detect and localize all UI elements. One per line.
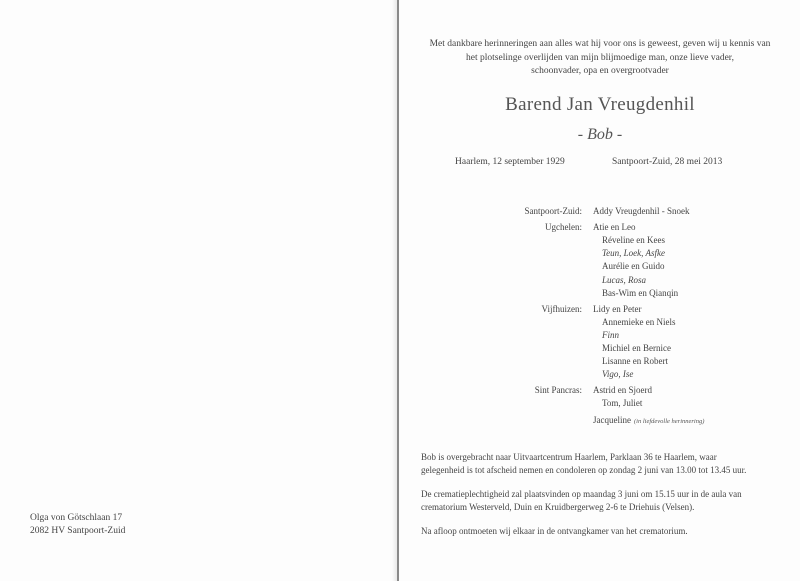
family-member-name: Michiel en Bernice [602, 343, 671, 353]
family-member [593, 304, 642, 314]
family-place: Sint Pancras: [534, 385, 582, 396]
info-line: Na afloop ontmoeten wij elkaar in de ontvangkamer van het crematorium. [421, 526, 688, 536]
family-member [602, 369, 633, 379]
family-member [593, 222, 635, 232]
family-member-name: Lucas, Rosa [602, 274, 647, 285]
family-member [593, 206, 690, 216]
family-member-name: Vigo, Ise [602, 369, 634, 380]
family-member [602, 398, 642, 408]
address-street: Olga von Götschlaan 17 [30, 513, 123, 523]
info-line: gelegenheid is tot afscheid nemen en condoleren op zondag 2 juni van 13.00 tot 13.45 uur. [421, 465, 747, 475]
intro-text [400, 38, 800, 79]
intro-line: schoonvader, opa en overgrootvader [531, 66, 669, 76]
family-member [602, 288, 678, 298]
intro-line: Met dankbare herinneringen aan alles wat hij voor ons is geweest, geven wij u kennis van [429, 39, 771, 49]
info-reception [421, 525, 766, 538]
family-member-name: Tom, Juliet [602, 398, 643, 409]
info-line: crematorium Westerveld, Duin en Kruidbergerweg 2-6 te Driehuis (Velsen). [421, 502, 695, 512]
family-member [602, 317, 675, 327]
family-member [602, 330, 619, 340]
family-member-name: Aurélie en Guido [602, 261, 665, 272]
page-fold [397, 0, 399, 581]
info-line: Bob is overgebracht naar Uitvaartcentrum Haarlem, Parklaan 36 te Haarlem, waar [421, 452, 717, 462]
family-member-name: Addy Vreugdenhil - Snoek [593, 206, 690, 216]
family-member [593, 415, 704, 425]
family-member-name: Réveline en Kees [602, 235, 665, 246]
deceased-name: Barend Jan Vreugdenhil [505, 94, 695, 115]
family-member [602, 261, 664, 271]
family-member-name: Astrid en Sjoerd [593, 385, 652, 396]
info-line: De crematieplechtigheid zal plaatsvinden op maandag 3 juni om 15.15 uur in de aula van [421, 489, 742, 499]
family-member [602, 235, 665, 245]
info-cremation [421, 488, 766, 514]
family-member-name: Lisanne en Robert [602, 356, 668, 367]
deceased-nickname: - Bob - [577, 126, 623, 143]
family-member [602, 343, 671, 353]
intro-line: het plotselinge overlijden van mijn blijmoedige man, onze lieve vader, [466, 52, 734, 63]
left-page [0, 0, 397, 581]
family-member-name: Finn [602, 329, 619, 340]
family-place: Santpoort-Zuid: [524, 206, 582, 216]
family-member-name: Annemieke en Niels [602, 316, 676, 327]
family-member [602, 275, 646, 285]
death-date: Santpoort-Zuid, 28 mei 2013 [612, 157, 723, 167]
family-member [602, 356, 668, 366]
return-address [30, 512, 125, 538]
family-member-name: Lidy en Peter [593, 303, 642, 314]
dedication-note: (in liefdevolle herinnering) [633, 417, 705, 425]
family-member-name: Teun, Loek, Asfke [602, 248, 665, 259]
address-city: 2082 HV Santpoort-Zuid [30, 526, 126, 536]
family-place: Vijfhuizen: [541, 303, 582, 314]
info-viewing [421, 451, 766, 477]
family-member [593, 385, 652, 395]
birth-date: Haarlem, 12 september 1929 [455, 157, 565, 167]
family-member-name: Bas-Wim en Qianqin [602, 287, 679, 298]
family-member-name: Atie en Leo [593, 222, 636, 233]
family-member [602, 248, 665, 258]
family-member-name: Jacqueline [593, 414, 631, 425]
family-place: Ugchelen: [545, 222, 582, 233]
